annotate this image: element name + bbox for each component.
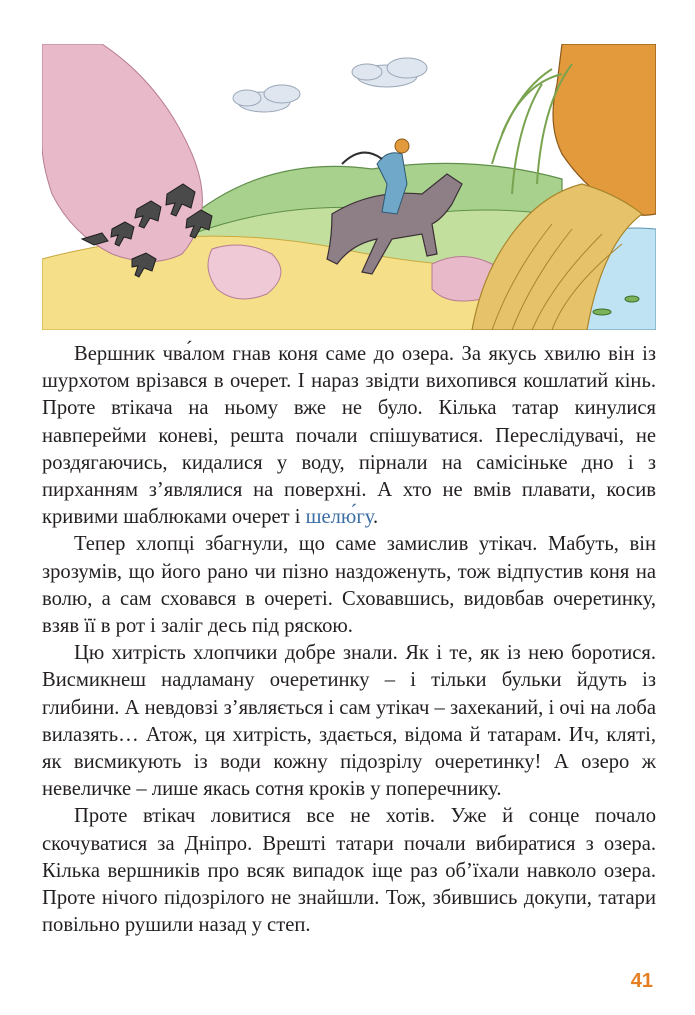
page-number: 41 bbox=[630, 970, 653, 992]
paragraph: Цю хитрість хлопчики добре знали. Як і те, як із нею боротися. Висмикнеш надламану очеретинку – і тільки бульки йдуть із глибини. А невдовзі з’являється і сам утікач – захеканий, і очі на лоба вилазять… Атож, ця хитрість, здається, відома й татарам. Ич, кляті, як висмикують із води кожну підозрілу очеретинку! А озеро ж невеличке – лише якась сотня кроків у поперечнику. bbox=[42, 642, 656, 801]
paragraph-text-end: . bbox=[373, 506, 379, 529]
body-text bbox=[42, 341, 656, 939]
paragraph bbox=[42, 341, 656, 531]
glossary-term[interactable]: шелю́гу bbox=[305, 506, 373, 529]
dust-cloud-low bbox=[208, 245, 281, 299]
illustration bbox=[42, 44, 656, 330]
paragraph: Тепер хлопці збагнули, що саме замислив утікач. Мабуть, він зрозумів, що його рано чи пізно наздоженуть, тож відпустив коня на волю, а сам сховався в очереті. Сховавшись, видовбав очеретинку, взяв її в рот і заліг десь під ряскою. bbox=[42, 533, 656, 638]
paragraph-text: Вершник чва́лом гнав коня саме до озера. За якусь хвилю він із шурхотом врізався в очерет. І нараз звідти вихопився кошлатий кінь. Проте втікача на ньому вже не було. Кілька татар кинулися навперейми коневі, решта почали спішуватися. Переслідувачі, не роздягаючись, кидалися у воду, пірнали на самісіньке дно і з пирханням з’являлися на поверхні. А хто не вмів плавати, косив кривими шаблюками очерет і bbox=[42, 343, 656, 529]
paragraph: Проте втікач ловитися все не хотів. Уже й сонце почало скочуватися за Дніпро. Врешті татари почали вибиратися з озера. Кілька вершників про всяк випадок іще раз об’їхали навколо озера. Проте нічого підозрілого не знайшли. Тож, збившись докупи, татари повільно рушили назад у степ. bbox=[42, 805, 656, 937]
